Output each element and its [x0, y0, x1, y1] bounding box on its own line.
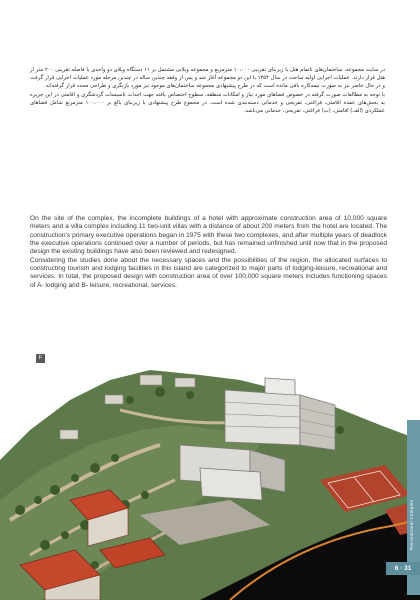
- english-text-block: [30, 215, 387, 290]
- persian-text-block: [30, 66, 385, 115]
- persian-paragraph-1: در سایت مجموعه، ساختمان‌های ناتمام هتل با زیربنای تقریبی ۱۰،۰۰۰ مترمربع و مجموعه ویلایی مشتمل بر ۱۱ دستگاه ویلای دو واحدی با فاصله تقریبی ۲۰۰ متر از هتل قرار دارند. عملیات اجرایی اولیه ساخت در سال ۱۳۵۴ با این دو مجموعه آغاز شد و پس از وقفه چندین ساله در چندین مرحله مورد عملیات اجرایی قرار گرفت و در حال حاضر نیز به صورت نیمه‌کاره باقی مانده است که در طرح پیشنهادی مجموعه ساختمان‌های موجود نیز مورد بازنگری و طراحی مجدد قرار گرفته‌اند.: [30, 67, 386, 90]
- english-paragraph-1: On the site of the complex, the incomplete buildings of a hotel with approximate construction area of 10,000 square meters and a villa complex including 11 two-unit villas with a distance of about 200 meters from the hotel are located. The construction's primary executive operations began in 1975 with these two complexes, and after multiple years of deadlock the executive operations continued over a number of periods, but has remained unfinished until now that in the proposed design the existing buildings have also been reviewed and redesigned.: [30, 215, 387, 256]
- side-strip-text: Recreational Complex: [409, 499, 414, 550]
- site-rendering-image: [0, 350, 420, 600]
- english-paragraph-2: Considering the studies done about the necessary spaces and the possibilities of the region, the allocated surfaces to constructing tourism and lodging facilities in this island are categorized to major parts of lodging-leisure, recreational and services. In total, the proposed design with construction area of over 100,000 square meters includes functioning spaces of A- lodging and B- leisure, recreational, services.: [30, 256, 387, 289]
- page-number: 6 · 31: [386, 562, 420, 575]
- figure-label-badge: F: [36, 354, 45, 363]
- persian-paragraph-2: با توجه به مطالعات صورت گرفته در خصوص فضاهای مورد نیاز و امکانات منطقه، سطوح اختصاص یافته جهت احداث تاسیسات گردشگری و اقامتی در این جزیره به بخش‌های عمده اقامتی، فراغتی، تفریحی و خدماتی دسته‌بندی شده است. در مجموع طرح پیشنهادی با زیربنای بالغ بر ۱۰۰،۰۰۰ مترمربع شامل فضاهای عملکردی (الف) اقامتی، (ب) فراغتی، تفریحی، خدماتی می‌باشد.: [30, 91, 386, 115]
